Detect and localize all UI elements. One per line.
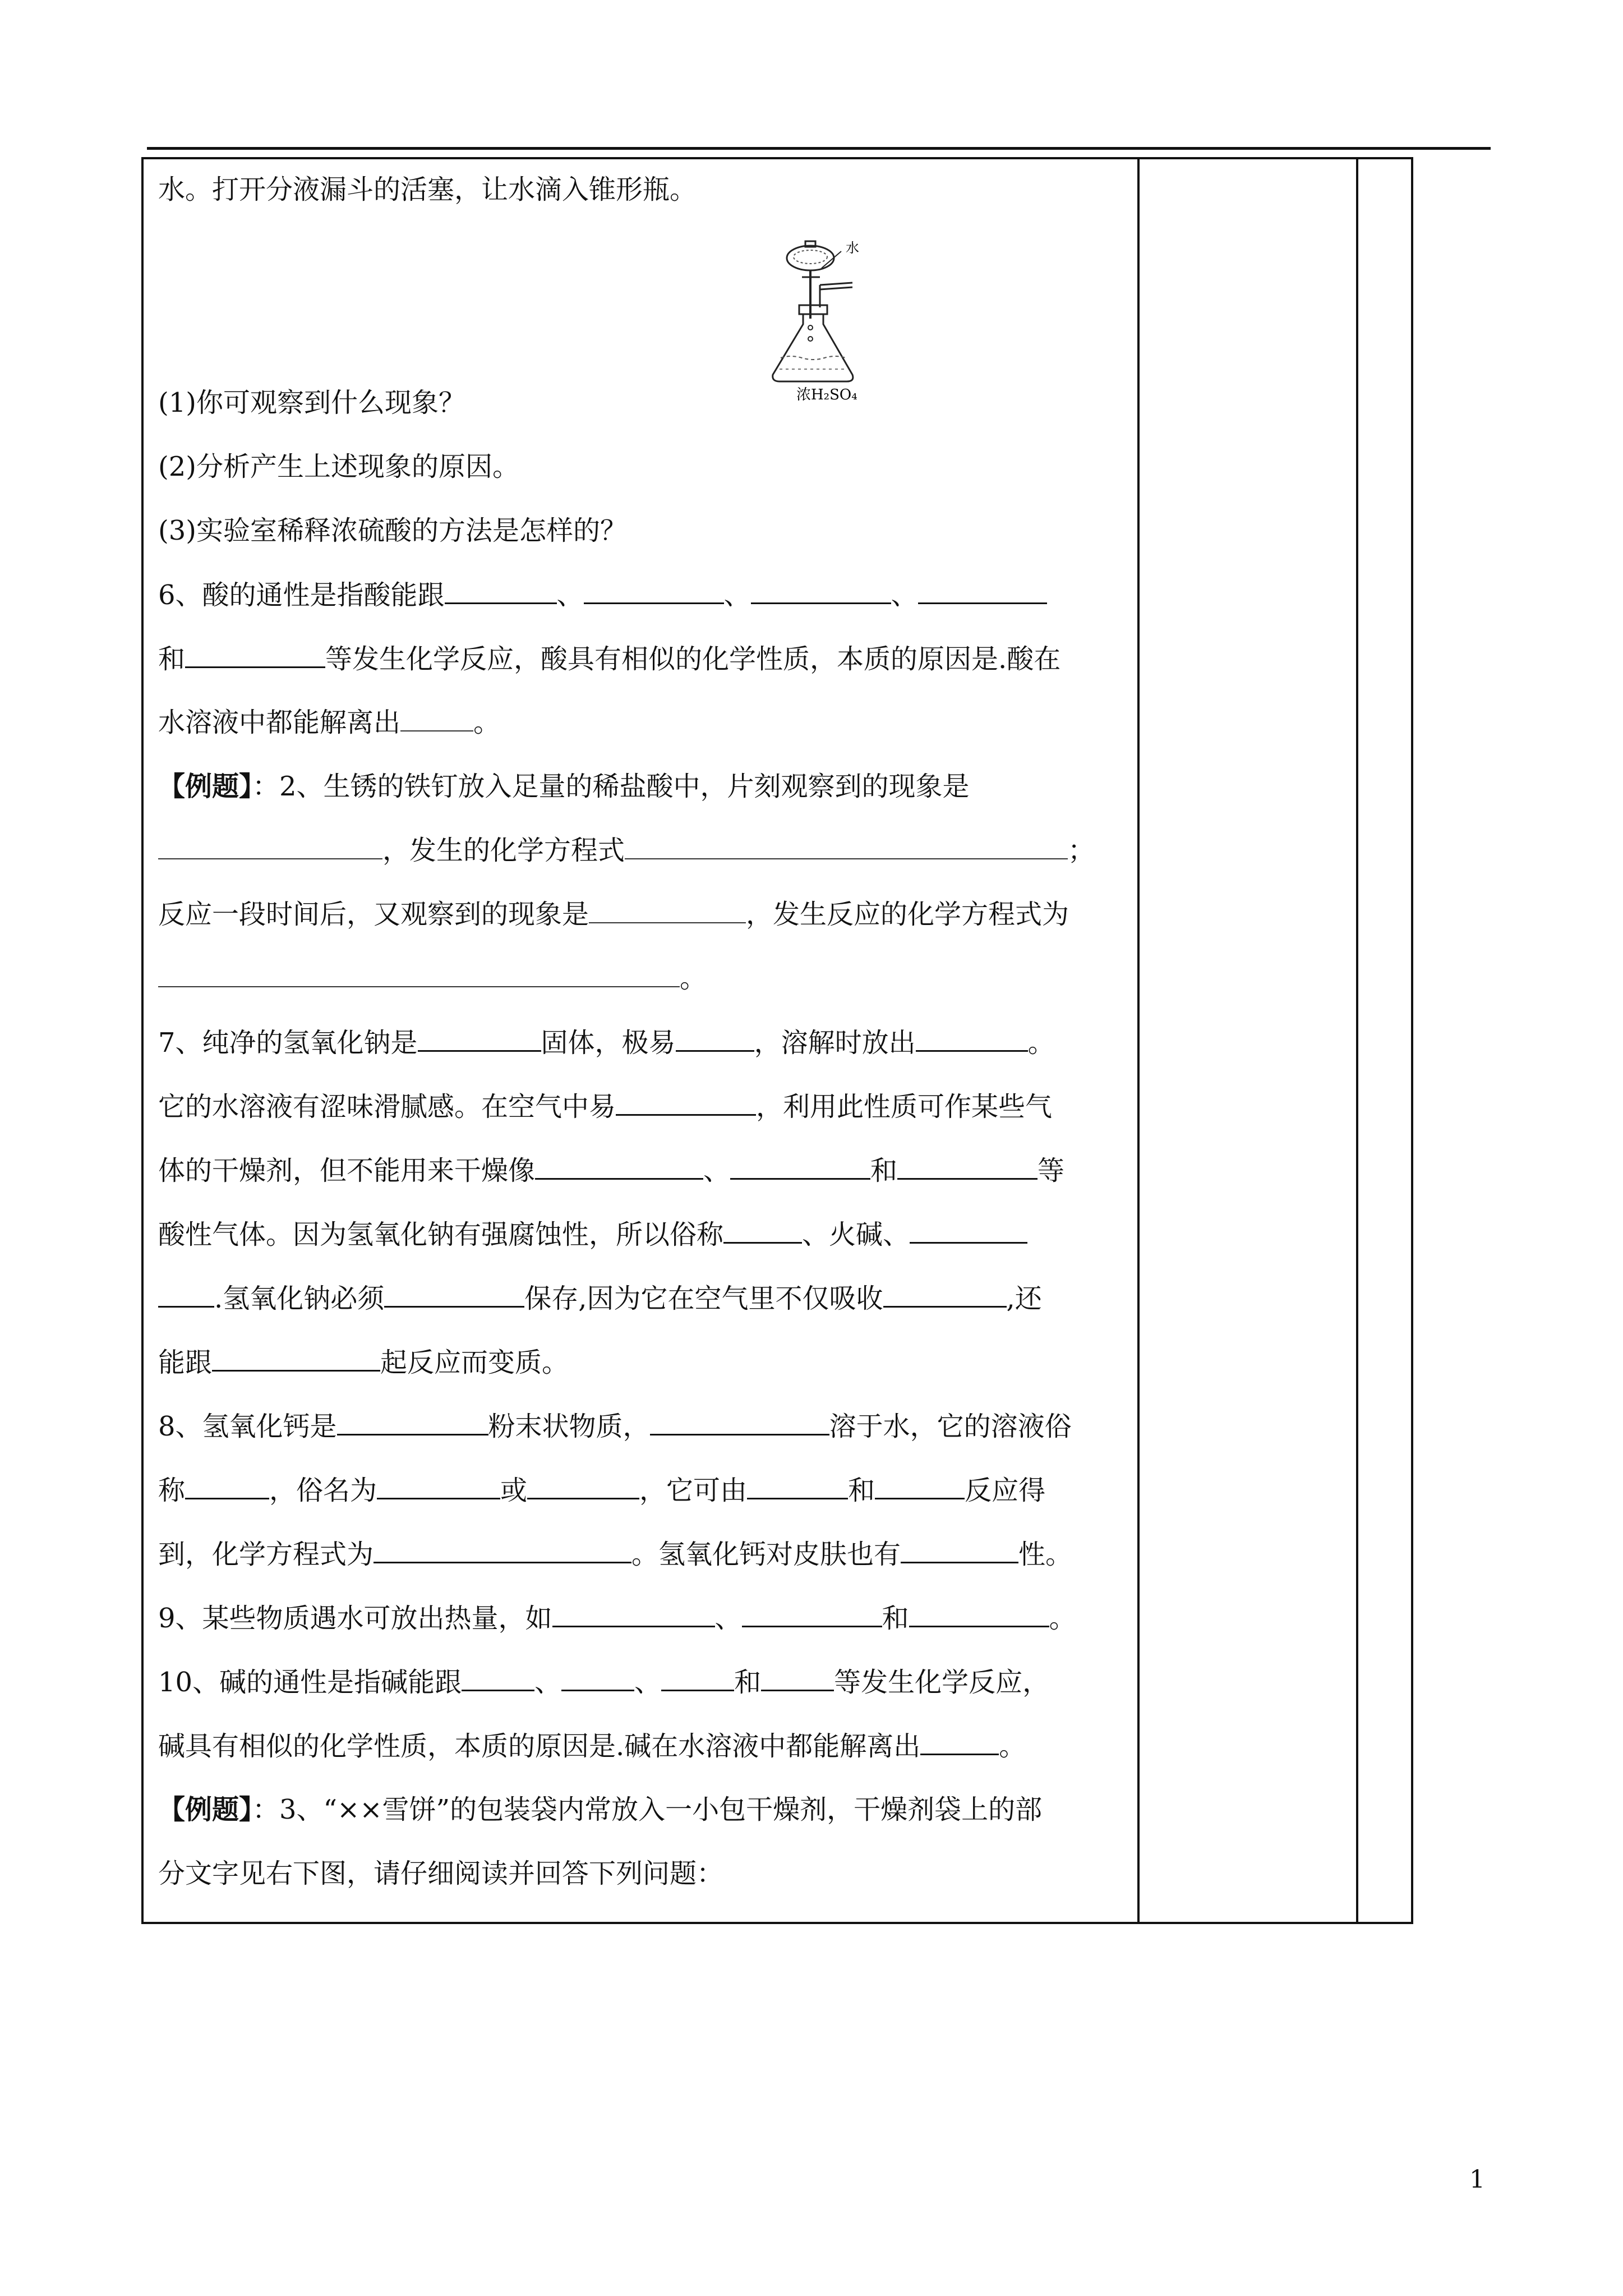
text: 起反应而变质。: [380, 1347, 569, 1378]
text: 。: [1027, 1027, 1055, 1059]
blank[interactable]: [418, 1025, 541, 1052]
blank[interactable]: [374, 1537, 631, 1563]
blank[interactable]: [676, 1025, 754, 1052]
text: 和: [734, 1667, 762, 1698]
example-tag: 【例题】: [158, 1794, 253, 1825]
item-8-line-1: [158, 1409, 1072, 1443]
text: 和: [870, 1155, 898, 1186]
text: ，利用此性质可作某些气: [756, 1091, 1053, 1122]
item-6-line-2: [158, 642, 1061, 676]
item-7-line-3: [158, 1153, 1064, 1188]
item-6-line-1: [158, 578, 1047, 612]
item-7-line-4: [158, 1217, 1027, 1251]
text: 10、碱的通性是指碱能跟: [158, 1667, 462, 1698]
item-9-line-1: [158, 1601, 1076, 1635]
blank[interactable]: [761, 1665, 834, 1691]
table-column-divider-2: [1356, 157, 1358, 1924]
blank[interactable]: [158, 961, 680, 987]
blank[interactable]: [185, 1473, 269, 1499]
text: 体的干燥剂，但不能用来干燥像: [158, 1155, 536, 1186]
header-rule: [147, 147, 1491, 150]
blank[interactable]: [527, 1473, 639, 1499]
item-10-line-2: [158, 1729, 1026, 1763]
text: .氢氧化钠必须: [214, 1283, 385, 1314]
text: 和: [882, 1603, 909, 1634]
example-3-line-1: [158, 1793, 1042, 1826]
blank[interactable]: [212, 1345, 380, 1372]
blank[interactable]: [901, 1537, 1018, 1563]
text: 和: [158, 643, 186, 675]
blank[interactable]: [400, 706, 473, 731]
text: ，俗名为: [269, 1475, 377, 1506]
question-3: (3)实验室稀释浓硫酸的方法是怎样的？: [158, 515, 627, 546]
blank[interactable]: [625, 834, 1068, 859]
blank[interactable]: [910, 1217, 1027, 1244]
blank[interactable]: [916, 1025, 1028, 1052]
blank[interactable]: [462, 1665, 534, 1691]
flask-funnel-figure: [768, 234, 909, 403]
blank[interactable]: [661, 1665, 734, 1691]
text: ,还: [1006, 1283, 1042, 1314]
blank[interactable]: [377, 1473, 500, 1499]
blank[interactable]: [535, 1153, 703, 1180]
blank[interactable]: [723, 1217, 802, 1244]
text: 、: [714, 1603, 742, 1634]
text: ；: [1068, 835, 1095, 866]
text: 7、纯净的氢氧化钠是: [158, 1027, 418, 1059]
text: 。: [473, 707, 501, 738]
text: 能跟: [158, 1347, 213, 1378]
text: 反应一段时间后，又观察到的现象是: [158, 899, 589, 930]
text: 。: [680, 963, 707, 994]
text: 到，化学方程式为: [158, 1539, 374, 1570]
example-2-line-1: [158, 770, 970, 803]
item-7-line-1: [158, 1025, 1055, 1060]
text: ，发生的化学方程式: [382, 835, 625, 866]
blank[interactable]: [920, 1729, 999, 1755]
text: ，发生反应的化学方程式为: [746, 899, 1069, 930]
blank[interactable]: [561, 1665, 634, 1691]
text: 和: [848, 1475, 875, 1506]
blank[interactable]: [875, 1473, 965, 1499]
text: 性。: [1018, 1539, 1073, 1570]
text: 、: [703, 1155, 731, 1186]
blank[interactable]: [742, 1601, 882, 1627]
blank[interactable]: [584, 578, 724, 604]
text: 、: [556, 579, 584, 611]
text: 溶于水，它的溶液俗: [829, 1411, 1072, 1442]
text: 保存,因为它在空气里不仅吸收: [524, 1283, 883, 1314]
blank[interactable]: [883, 1281, 1007, 1308]
blank[interactable]: [158, 1281, 214, 1308]
text: 、: [534, 1667, 562, 1698]
question-2: (2)分析产生上述现象的原因。: [158, 451, 519, 482]
text: 等发生化学反应，: [834, 1667, 1050, 1698]
item-7-line-2: [158, 1089, 1052, 1124]
question-1: (1)你可观察到什么现象？: [158, 387, 465, 418]
example-3-line-2: 分文字见右下图，请仔细阅读并回答下列问题：: [158, 1858, 724, 1889]
blank[interactable]: [445, 578, 557, 604]
blank[interactable]: [384, 1281, 524, 1308]
text: 它的水溶液有涩味滑腻感。在空气中易: [158, 1091, 616, 1122]
blank[interactable]: [589, 898, 746, 923]
text: ：2、生锈的铁钉放入足量的稀盐酸中，片刻观察到的现象是: [252, 771, 970, 802]
blank[interactable]: [730, 1153, 870, 1180]
text: 或: [500, 1475, 528, 1506]
blank[interactable]: [751, 578, 891, 604]
text: 等: [1038, 1155, 1065, 1186]
blank[interactable]: [185, 642, 325, 668]
text: 6、酸的通性是指酸能跟: [158, 579, 445, 611]
item-8-line-3: [158, 1537, 1072, 1571]
example-2-line-4: [158, 961, 707, 995]
item-10-line-1: [158, 1665, 1049, 1699]
text: 粉末状物质，: [488, 1411, 650, 1442]
text: 酸性气体。因为氢氧化钠有强腐蚀性，所以俗称: [158, 1219, 724, 1250]
blank[interactable]: [897, 1153, 1038, 1180]
item-8-line-2: [158, 1473, 1045, 1507]
blank[interactable]: [552, 1601, 715, 1627]
text: ：3、“××雪饼”的包装袋内常放入一小包干燥剂，干燥剂袋上的部: [252, 1794, 1043, 1825]
item-6-line-3: [158, 706, 500, 739]
text: 固体，极易: [541, 1027, 676, 1059]
text: 等发生化学反应，酸具有相似的化学性质，本质的原因是.酸在: [325, 643, 1061, 675]
blank[interactable]: [918, 578, 1047, 604]
text: 。: [999, 1731, 1026, 1762]
blank[interactable]: [616, 1089, 756, 1116]
figure-label-acid: 浓H₂SO₄: [796, 386, 857, 403]
text: 碱具有相似的化学性质，本质的原因是.碱在水溶液中都能解离出: [158, 1731, 921, 1762]
text: 、: [723, 579, 751, 611]
text: 。氢氧化钙对皮肤也有: [631, 1539, 901, 1570]
blank[interactable]: [909, 1601, 1049, 1627]
item-7-line-5: [158, 1281, 1042, 1315]
text: 9、某些物质遇水可放出热量，如: [158, 1603, 552, 1634]
text: 反应得: [965, 1475, 1046, 1506]
blank[interactable]: [337, 1409, 488, 1435]
text: 、: [891, 579, 918, 611]
blank[interactable]: [158, 834, 382, 859]
example-2-line-2: [158, 834, 1095, 867]
page-number: 1: [1469, 2165, 1485, 2194]
text: 、火碱、: [802, 1219, 910, 1250]
figure-label-water: 水: [846, 240, 859, 256]
item-7-line-6: [158, 1345, 569, 1379]
text: 水溶液中都能解离出: [158, 707, 401, 738]
text: 。: [1049, 1603, 1076, 1634]
text: 称: [158, 1475, 186, 1506]
text: 、: [634, 1667, 662, 1698]
example-tag: 【例题】: [158, 771, 253, 802]
example-2-line-3: [158, 898, 1069, 931]
table-column-divider-1: [1137, 157, 1140, 1924]
text: ，溶解时放出: [754, 1027, 916, 1059]
blank[interactable]: [747, 1473, 848, 1499]
line-1: 水。打开分液漏斗的活塞，让水滴入锥形瓶。: [158, 174, 697, 205]
blank[interactable]: [650, 1409, 829, 1435]
text: ，它可由: [639, 1475, 748, 1506]
text: 8、氢氧化钙是: [158, 1411, 337, 1442]
